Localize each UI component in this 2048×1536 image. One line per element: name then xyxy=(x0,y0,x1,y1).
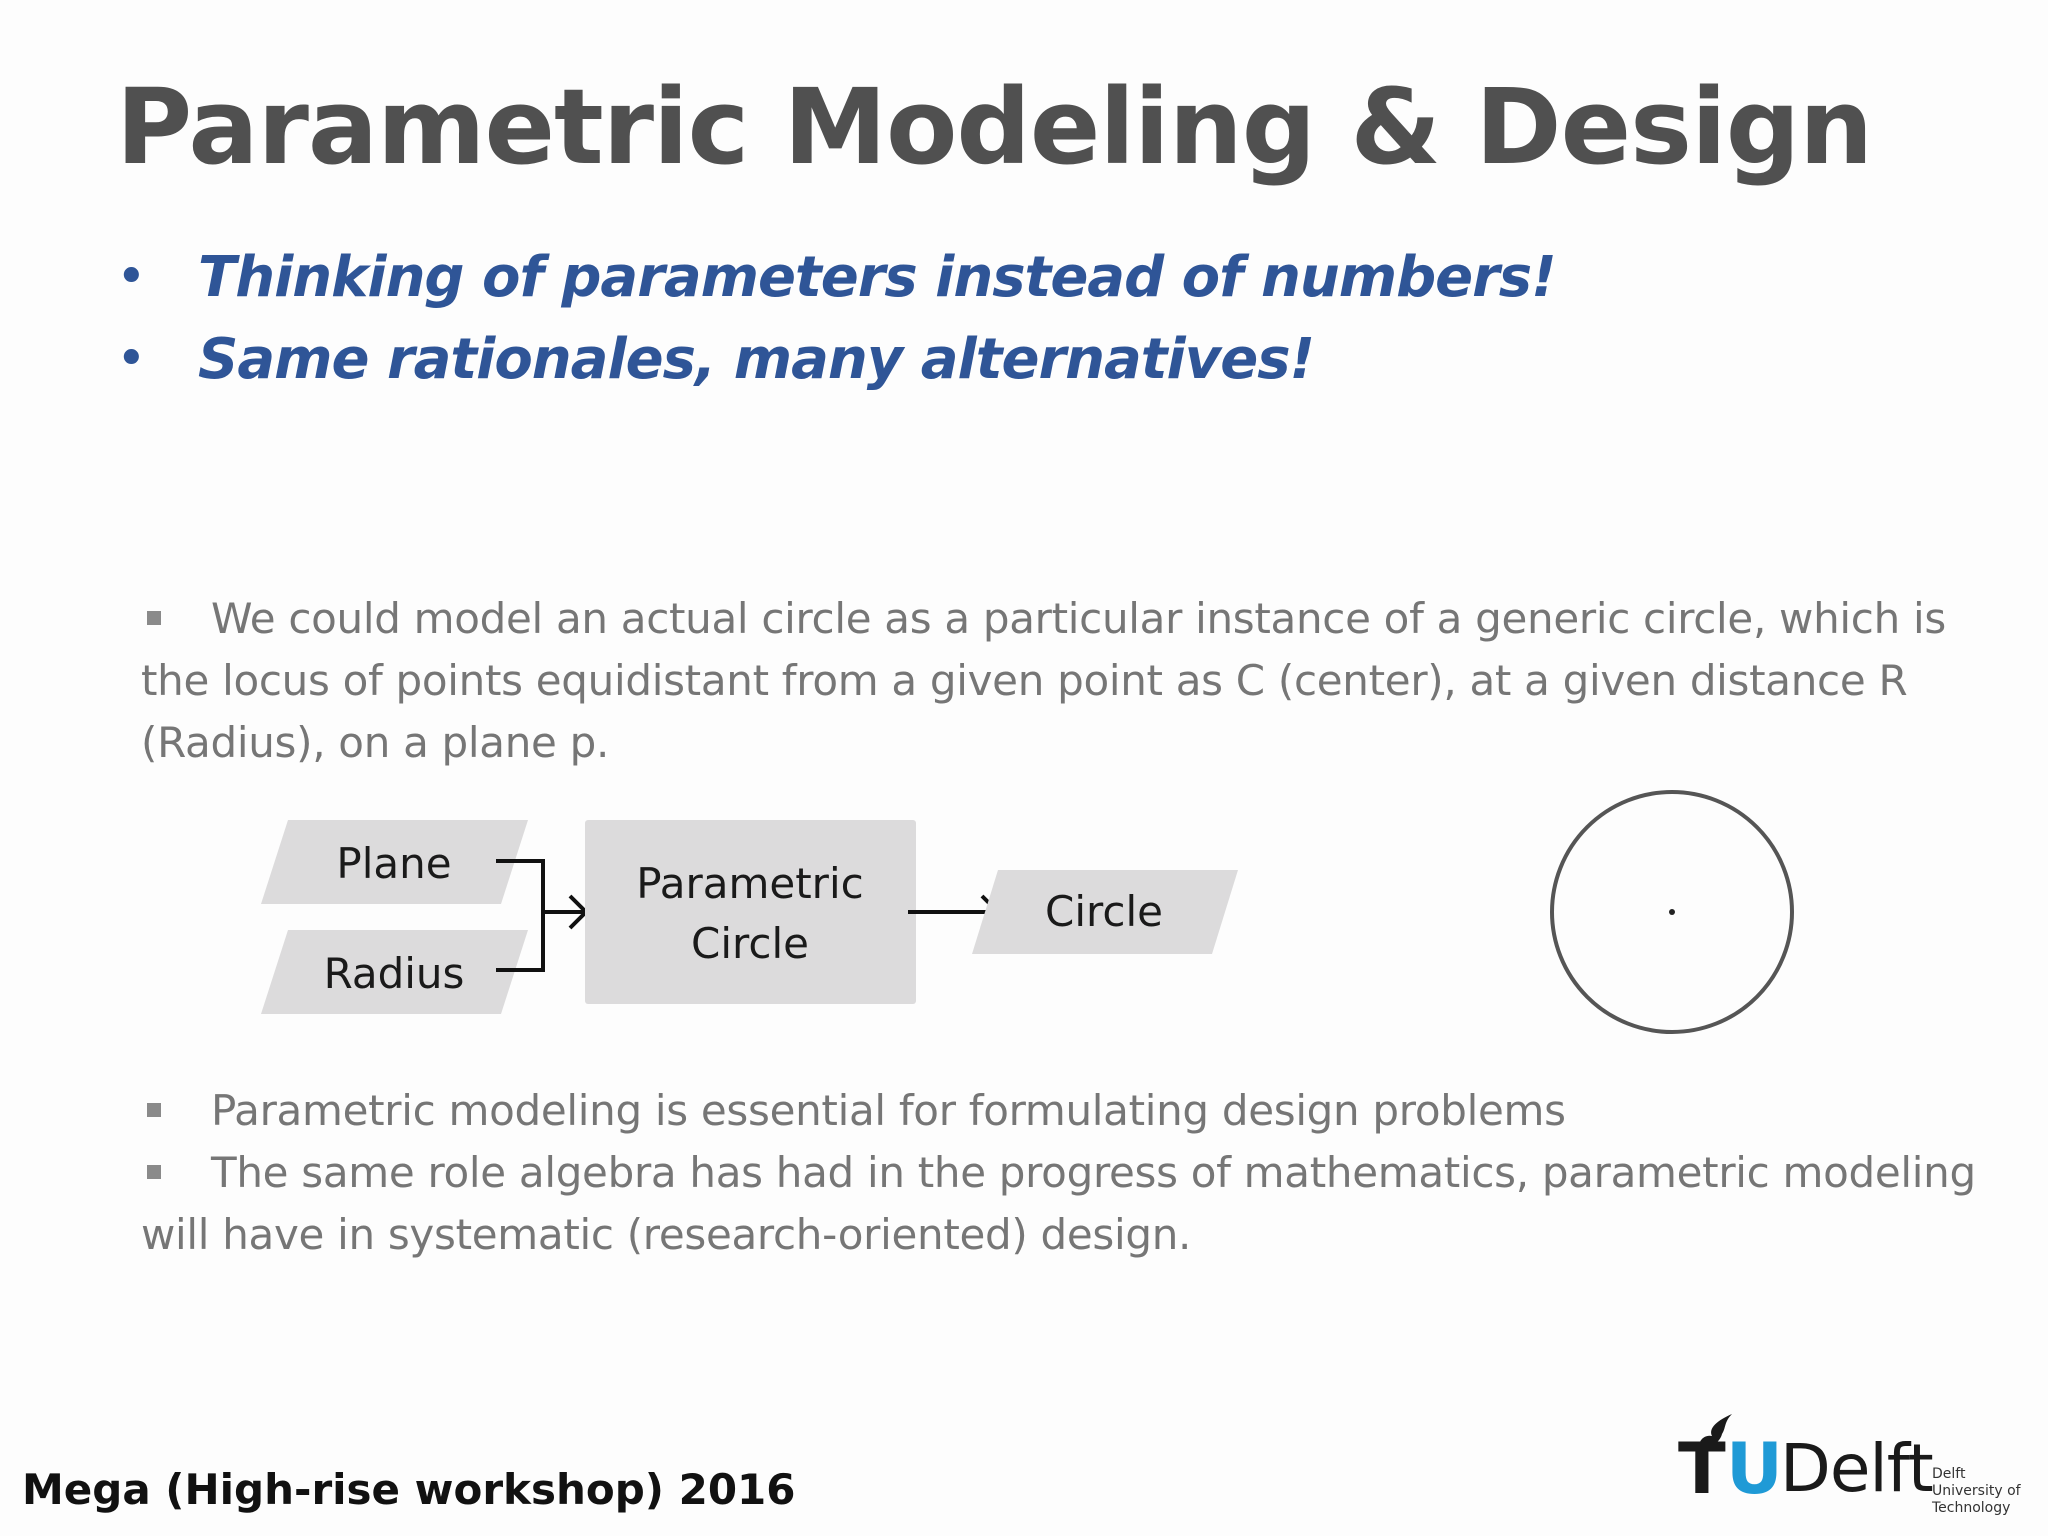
circle-output-label: Circle xyxy=(1045,887,1163,936)
slide-title: Parametric Modeling & Design xyxy=(116,66,1873,188)
bullet-dot-icon: • xyxy=(116,329,147,389)
logo-subtitle-line: Technology xyxy=(1932,1500,2011,1516)
process-label-line2: Circle xyxy=(691,919,809,968)
logo-subtitle-line: Delft xyxy=(1932,1466,1966,1482)
circle-center-point xyxy=(1669,909,1675,915)
logo-word-delft: Delft xyxy=(1780,1430,1933,1507)
tudelft-logo xyxy=(1674,1412,2034,1522)
logo-letter-t: T xyxy=(1678,1428,1726,1510)
bullet-dot-icon: • xyxy=(116,247,147,307)
logo-subtitle-line: University of xyxy=(1932,1483,2021,1499)
workshop-footer: Mega (High-rise workshop) 2016 xyxy=(22,1465,796,1514)
paragraph-text: Parametric modeling is essential for formulating design problems xyxy=(211,1086,1566,1135)
plane-input-label: Plane xyxy=(336,839,452,888)
algebra-paragraph xyxy=(141,1142,2021,1266)
square-bullet-icon xyxy=(147,1165,161,1179)
radius-input-label: Radius xyxy=(323,949,465,998)
logo-subtitle xyxy=(1932,1466,2021,1517)
paragraph-text: We could model an actual circle as a particular instance of a generic circle, which is the locus of points equidistant from a given point as C (center), at a given distance R (Radius), on a plane p. xyxy=(141,594,1946,767)
key-point-text: Thinking of parameters instead of numbers! xyxy=(198,244,1556,310)
paragraph-text: The same role algebra has had in the progress of mathematics, parametric modeling will have in systematic (research-oriented) design. xyxy=(141,1148,1976,1259)
essential-paragraph xyxy=(141,1080,2021,1142)
parametric-circle-box xyxy=(585,820,916,1004)
key-point-text: Same rationales, many alternatives! xyxy=(198,326,1315,392)
square-bullet-icon xyxy=(147,1103,161,1117)
process-label-line1: Parametric xyxy=(636,859,864,908)
logo-letter-u: U xyxy=(1726,1428,1783,1510)
